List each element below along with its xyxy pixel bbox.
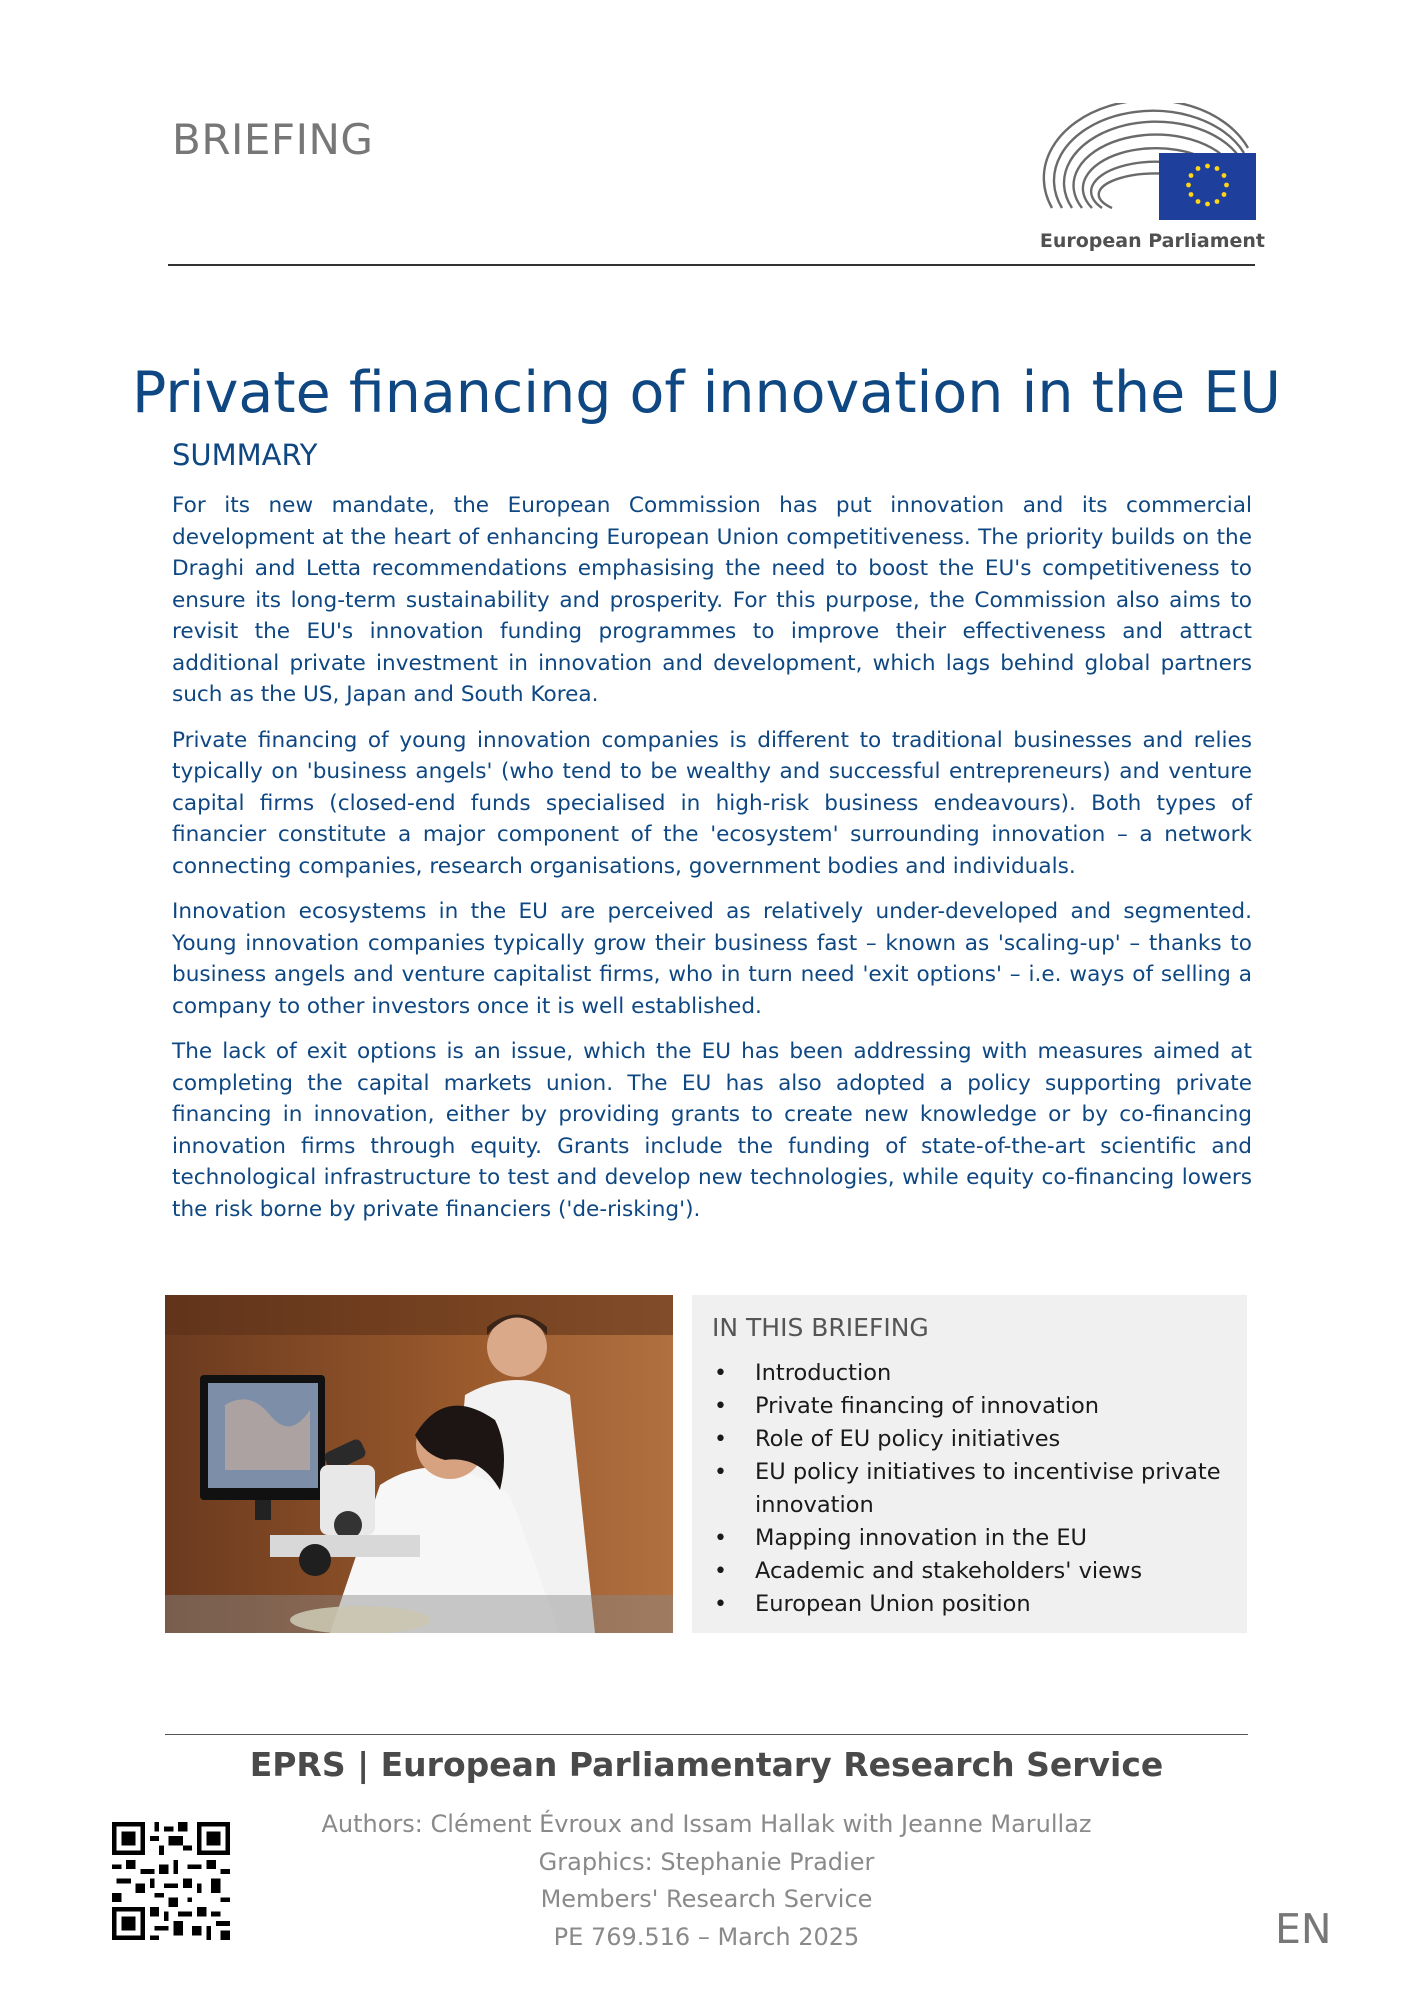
contents-list <box>712 1357 1232 1621</box>
summary-paragraph: Private financing of young innovation companies is different to traditional businesses and relies typically on 'business angels' (who tend to be wealthy and successful entrepreneurs) and venture capital firms (closed-end funds specialised in high-risk business endeavours). Both types of financier constitute a major component of the 'ecosystem' surrounding innovation – a network connecting companies, research organisations, government bodies and individuals. <box>172 727 1252 879</box>
graphics-line: Graphics: Stephanie Pradier <box>538 1847 875 1876</box>
page-title: Private financing of innovation in the EU <box>132 360 1281 427</box>
unit-line: Members' Research Service <box>540 1885 873 1913</box>
contents-item: • Introduction <box>712 1357 1232 1390</box>
summary-paragraph: Innovation ecosystems in the EU are perceived as relatively under-developed and segmented. Young innovation companies typically grow their business fast – known as 'scaling-up' – thanks to business angels and venture capitalist firms, who in turn need 'exit options' – i.e. ways of selling a company to other investors once it is well established. <box>172 899 1252 1019</box>
contents-item: • Role of EU policy initiatives <box>712 1423 1232 1456</box>
contents-item: • European Union position <box>712 1588 1232 1621</box>
logo-caption: European Parliament <box>1039 230 1265 252</box>
contents-item: • Private financing of innovation <box>712 1390 1232 1423</box>
contents-item: • Mapping innovation in the EU <box>712 1522 1232 1555</box>
in-this-briefing-box <box>692 1295 1247 1633</box>
contents-item: • Academic and stakeholders' views <box>712 1555 1232 1588</box>
footer-divider <box>165 1734 1248 1735</box>
summary-body <box>172 490 1252 1239</box>
language-code: EN <box>1275 1905 1332 1953</box>
eu-flag <box>1159 153 1256 220</box>
summary-paragraph: For its new mandate, the European Commission has put innovation and its commercial development at the heart of enhancing European Union competitiveness. The priority builds on the Draghi and Letta recommendations emphasising the need to boost the EU's competitiveness to ensure its long-term sustainability and prosperity. For this purpose, the Commission also aims to revisit the EU's innovation funding programmes to improve their effectiveness and attract additional private investment in innovation and development, which lags behind global partners such as the US, Japan and South Korea. <box>172 493 1252 707</box>
qr-code-icon <box>112 1822 230 1940</box>
research-service-name: EPRS | European Parliamentary Research Service <box>249 1745 1164 1784</box>
reference-line: PE 769.516 – March 2025 <box>553 1922 860 1951</box>
document-type-label: BRIEFING <box>172 115 374 164</box>
header-divider <box>168 264 1255 266</box>
authors-line: Authors: Clément Évroux and Issam Hallak with Jeanne Marullaz <box>321 1810 1092 1838</box>
summary-heading: SUMMARY <box>172 438 318 472</box>
contents-item: • EU policy initiatives to incentivise private innovation <box>712 1456 1232 1522</box>
summary-paragraph: The lack of exit options is an issue, which the EU has been addressing with measures aimed at completing the capital markets union. The EU has also adopted a policy supporting private financing in innovation, either by providing grants to create new knowledge or by co-financing innovation firms through equity. Grants include the funding of state-of-the-art scientific and technological infrastructure to test and develop new technologies, while equity co-financing lowers the risk borne by private financiers ('de-risking'). <box>172 1039 1252 1222</box>
laboratory-photo <box>165 1295 673 1633</box>
in-this-briefing-heading: IN THIS BRIEFING <box>712 1313 929 1342</box>
